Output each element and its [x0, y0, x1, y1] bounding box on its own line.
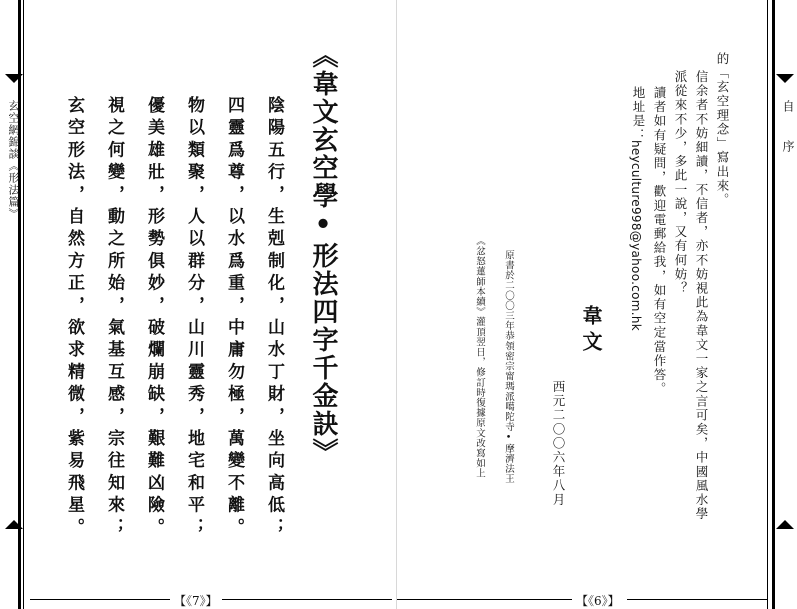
poem-line: 視之何變，動之所始，氣基互感，宗往知來； — [104, 96, 124, 540]
preface-line: 信余者不妨細讀，不信者，亦不妨視此為韋文一家之言可矣，中國風水學 — [694, 70, 709, 522]
left-inner-border — [23, 0, 24, 609]
right-page — [397, 0, 793, 609]
right-inner-border — [767, 0, 768, 609]
book-side-title: 玄空網錦談《形法篇》 — [7, 100, 20, 220]
preface-line: 讀者如有疑問，歡迎電郵給我，如有空定當作答。 — [652, 86, 667, 397]
top-triangle-marker-icon — [776, 74, 794, 83]
footer-rule-left — [30, 599, 170, 600]
section-side-title: 自 序 — [781, 100, 795, 160]
author-signature: 韋文 — [579, 305, 603, 357]
left-outer-border — [18, 0, 21, 609]
poem-line: 陰陽五行，生剋制化，山水丁財，坐向高低； — [264, 96, 284, 540]
preface-line: 派從來不少，多此一說，又有何妨？ — [673, 70, 688, 296]
top-triangle-marker-icon — [5, 74, 23, 83]
right-outer-border — [772, 0, 775, 609]
poem-line: 物以類聚，人以群分，山川靈秀，地宅和平； — [184, 96, 204, 540]
preface-line: 的「玄空理念」寫出來。 — [715, 52, 730, 208]
page-number: 【《6》】 — [576, 594, 620, 608]
note-line: 《忿怒蓮師本續》灌頂翌日，修訂時復據原文改寫如上 — [474, 236, 485, 479]
bottom-triangle-marker-icon — [5, 520, 23, 529]
preface-line: 地址是： — [631, 86, 646, 143]
bottom-triangle-marker-icon — [776, 520, 794, 529]
signature-date: 西元二〇〇六年八月 — [551, 380, 566, 507]
poem-line: 四靈爲尊，以水爲重，中庸勿極，萬變不離。 — [224, 96, 244, 540]
email-address: heyculture998@yahoo.com.hk — [629, 140, 643, 332]
page-number: 【《7》】 — [174, 594, 218, 608]
footer-rule-right — [627, 599, 767, 600]
left-page — [0, 0, 396, 609]
poem-line: 玄空形法，自然方正，欲求精微，紫易飛星。 — [64, 96, 84, 540]
footer-rule-left — [397, 599, 572, 600]
poem-title: 《韋文玄空學•形法四字千金訣》 — [308, 42, 338, 466]
poem-line: 優美雄壯，形勢俱妙，破爛崩缺，艱難凶險。 — [144, 96, 164, 540]
footer-rule-right — [222, 599, 392, 600]
note-line: 原書於二〇〇三年恭領密宗甯瑪派噶陀寺•摩濟法王 — [503, 250, 514, 484]
